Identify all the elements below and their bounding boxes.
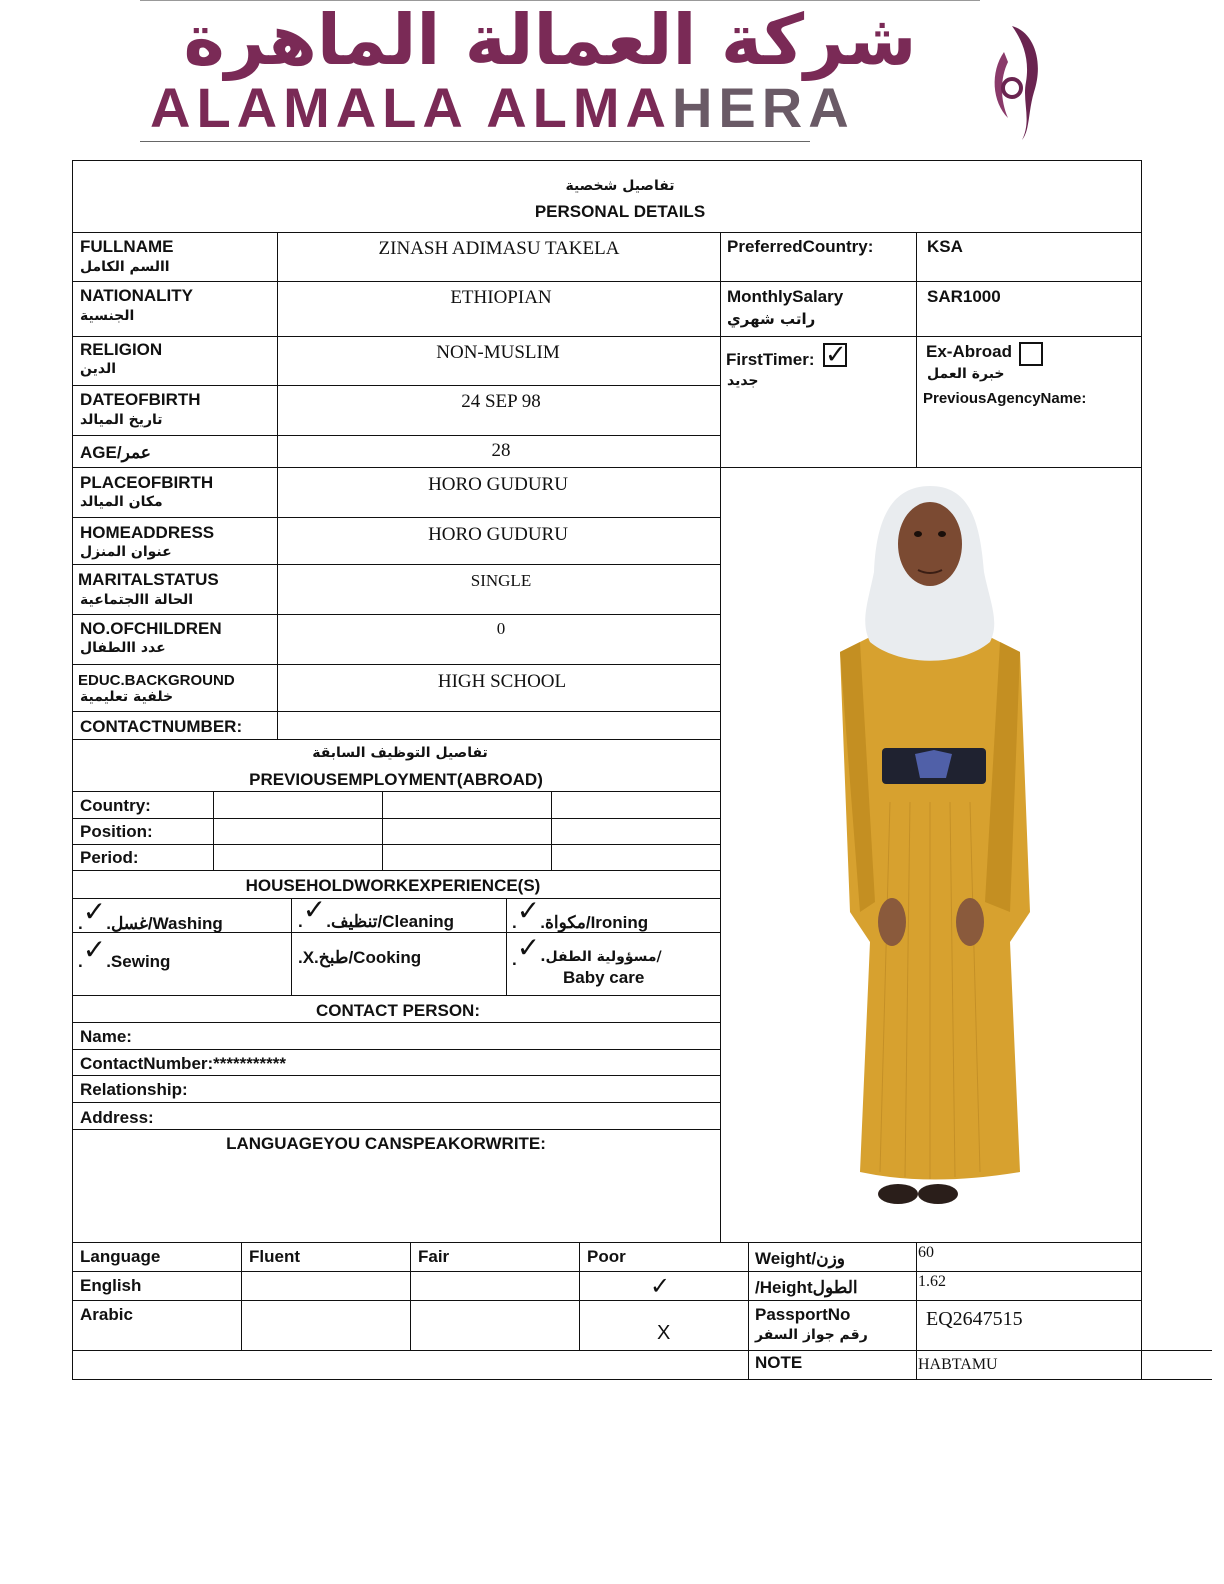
cleaning-label: .تنظيف/Cleaning xyxy=(326,912,454,931)
english-poor-check-icon: ✓ xyxy=(650,1272,671,1300)
height-value: 1.62 xyxy=(918,1273,946,1290)
rule xyxy=(916,232,917,467)
frame-left xyxy=(72,160,73,1380)
rule xyxy=(291,898,292,995)
rule xyxy=(72,1129,720,1130)
rule xyxy=(72,614,720,615)
passport-value: EQ2647515 xyxy=(926,1308,1023,1330)
babycare-check-icon: ✓ xyxy=(516,931,541,964)
lang-header-fair: Fair xyxy=(418,1247,450,1266)
logo-arabic: شركة العمالة الماهرة xyxy=(183,0,917,81)
educ-label: EDUC.BACKGROUND xyxy=(78,672,235,689)
fullname-value: ZINASH ADIMASU TAKELA xyxy=(378,238,620,259)
nationality-label-ar: الجنسية xyxy=(80,308,135,324)
employment-country-label: Country: xyxy=(80,796,151,815)
arabic-poor-mark: X xyxy=(657,1322,671,1344)
contact-number-label: CONTACTNUMBER: xyxy=(80,717,243,736)
ironing-check-icon: ✓ xyxy=(516,894,541,927)
languages-title: LANGUAGEYOU CANSPEAKORWRITE: xyxy=(226,1134,546,1153)
frame-bottom xyxy=(72,1379,1212,1380)
passport-label-ar: رقم جواز السفر xyxy=(755,1327,868,1343)
religion-label-ar: الدين xyxy=(80,361,116,377)
rule xyxy=(72,711,720,712)
preferred-country-value: KSA xyxy=(927,237,963,256)
frame-right xyxy=(1141,160,1142,1380)
rule xyxy=(506,898,507,995)
rule xyxy=(72,1242,1142,1243)
salary-value: SAR1000 xyxy=(927,287,1001,306)
rule xyxy=(72,564,720,565)
cleaning-check-icon: ✓ xyxy=(302,893,327,926)
salary-label: MonthlySalary xyxy=(727,287,844,306)
rule xyxy=(72,281,1142,282)
home-address-value: HORO GUDURU xyxy=(428,524,568,545)
lang-arabic: Arabic xyxy=(80,1305,133,1324)
frame-top xyxy=(72,160,1142,161)
religion-label: RELIGION xyxy=(80,340,163,359)
rule xyxy=(72,1300,1142,1301)
rule xyxy=(579,1242,580,1350)
pob-label: PLACEOFBIRTH xyxy=(80,473,214,492)
employment-title: PREVIOUSEMPLOYMENT(ABROAD) xyxy=(249,770,543,789)
nationality-value: ETHIOPIAN xyxy=(450,287,552,308)
rule xyxy=(72,467,1142,468)
first-timer-label: FirstTimer: xyxy=(726,350,815,369)
sewing-label: .Sewing xyxy=(106,952,171,971)
household-item-sewing xyxy=(78,933,171,971)
washing-check-icon: ✓ xyxy=(82,895,107,928)
rule xyxy=(213,791,214,870)
rule xyxy=(72,336,1142,337)
preferred-country-label: PreferredCountry: xyxy=(727,237,874,256)
rule xyxy=(72,1049,720,1050)
rule xyxy=(72,385,720,386)
cooking-label: طبخ/Cooking xyxy=(318,948,422,967)
rule xyxy=(72,1271,1142,1272)
marital-label: MARITALSTATUS xyxy=(78,570,219,589)
ex-abroad-label-ar: خبرة العمل xyxy=(927,366,1005,382)
dob-label-ar: تاريخ الميالد xyxy=(80,412,163,428)
rule xyxy=(72,664,720,665)
rule xyxy=(72,818,720,819)
rule xyxy=(551,791,552,870)
pob-value: HORO GUDURU xyxy=(428,474,568,495)
first-timer-label-ar: جديد xyxy=(727,373,759,389)
cleaning-prefix: . xyxy=(298,912,303,931)
rule xyxy=(72,1075,720,1076)
contact-address-label: Address: xyxy=(80,1108,154,1127)
employment-period-label: Period: xyxy=(80,848,139,867)
pob-label-ar: مكان الميالد xyxy=(80,494,163,510)
employment-position-label: Position: xyxy=(80,822,153,841)
weight-value: 60 xyxy=(918,1244,934,1261)
logo-english-b: HERA xyxy=(671,76,855,139)
logo-english xyxy=(150,78,970,138)
household-item-washing xyxy=(78,895,223,933)
note-value: HABTAMU xyxy=(918,1356,998,1373)
sewing-check-icon: ✓ xyxy=(82,933,107,966)
educ-value: HIGH SCHOOL xyxy=(437,671,567,692)
previous-agency-label: PreviousAgencyName: xyxy=(923,390,1087,407)
children-label-ar: عدد االطفال xyxy=(80,640,166,656)
lang-english: English xyxy=(80,1276,142,1295)
rule xyxy=(410,1242,411,1350)
cooking-prefix: .X. xyxy=(298,948,319,967)
household-item-cleaning xyxy=(298,893,454,931)
rule xyxy=(72,995,720,996)
contact-person-title: CONTACT PERSON: xyxy=(315,1001,480,1020)
household-item-cooking xyxy=(298,932,421,966)
fullname-label: FULLNAME xyxy=(80,237,174,256)
applicant-photo xyxy=(820,482,1040,1217)
contact-relationship-label: Relationship: xyxy=(80,1080,188,1099)
rule xyxy=(720,232,721,1243)
ex-abroad-checkbox xyxy=(1019,342,1043,366)
rule xyxy=(72,844,720,845)
ironing-prefix: . xyxy=(512,913,517,932)
contact-number-field: ContactNumber:*********** xyxy=(80,1054,286,1073)
home-address-label-ar: عنوان المنزل xyxy=(80,544,172,560)
rule xyxy=(72,870,720,871)
rule xyxy=(72,435,720,436)
rule xyxy=(72,1022,720,1023)
rule xyxy=(72,1350,1212,1351)
ex-abroad-label: Ex-Abroad xyxy=(926,342,1012,361)
rule xyxy=(72,791,720,792)
passport-label: PassportNo xyxy=(755,1305,851,1324)
sewing-prefix: . xyxy=(78,952,83,971)
rule xyxy=(241,1242,242,1350)
marital-label-ar: الحالة االجتماعية xyxy=(80,592,194,608)
age-value: 28 xyxy=(491,440,511,461)
washing-label: .غسل/Washing xyxy=(106,914,223,933)
children-value: 0 xyxy=(496,619,506,638)
marital-value: SINGLE xyxy=(470,571,532,590)
weight-label: Weight/وزن xyxy=(755,1249,845,1268)
babycare-prefix: . xyxy=(512,950,517,969)
employment-title-ar: تفاصيل التوظيف السابقة xyxy=(312,745,488,761)
rule xyxy=(72,232,1142,233)
lang-header-language: Language xyxy=(80,1247,161,1266)
rule xyxy=(748,1242,749,1379)
household-title: HOUSEHOLDWORKEXPERIENCE(S) xyxy=(245,876,541,895)
age-label: AGE/عمر xyxy=(80,443,151,462)
lang-header-fluent: Fluent xyxy=(249,1247,300,1266)
personal-title: PERSONAL DETAILS xyxy=(534,202,706,221)
household-item-babycare xyxy=(512,931,662,969)
logo-english-a: ALAMALA ALMA xyxy=(150,76,672,139)
personal-title-ar: تفاصيل شخصية xyxy=(565,178,675,194)
first-timer-checkbox: ✓ xyxy=(825,340,847,370)
salary-label-ar: راتب شهري xyxy=(727,310,816,328)
rule xyxy=(916,1242,917,1379)
logo-emblem-icon xyxy=(982,22,1048,144)
children-label: NO.OFCHILDREN xyxy=(80,619,222,638)
height-label: /Heightالطول xyxy=(755,1278,858,1297)
dob-value: 24 SEP 98 xyxy=(461,391,541,412)
rule xyxy=(72,517,720,518)
washing-prefix: . xyxy=(78,914,83,933)
ironing-label: .مكواة/Ironing xyxy=(540,913,649,932)
rule xyxy=(72,1102,720,1103)
educ-label-ar: خلفية تعليمية xyxy=(80,689,174,705)
household-item-ironing xyxy=(512,894,649,932)
rule xyxy=(382,791,383,870)
babycare-label-ar: .مسؤولية الطفل/ xyxy=(540,949,662,965)
header-rule-bottom xyxy=(140,141,810,142)
lang-header-poor: Poor xyxy=(587,1247,626,1266)
fullname-label-ar: االسم الكامل xyxy=(80,259,170,275)
contact-name-label: Name: xyxy=(80,1027,132,1046)
home-address-label: HOMEADDRESS xyxy=(80,523,215,542)
note-label: NOTE xyxy=(755,1353,803,1372)
nationality-label: NATIONALITY xyxy=(80,286,194,305)
religion-value: NON-MUSLIM xyxy=(436,342,560,363)
rule xyxy=(72,739,720,740)
dob-label: DATEOFBIRTH xyxy=(80,390,201,409)
babycare-label: Baby care xyxy=(563,968,645,987)
